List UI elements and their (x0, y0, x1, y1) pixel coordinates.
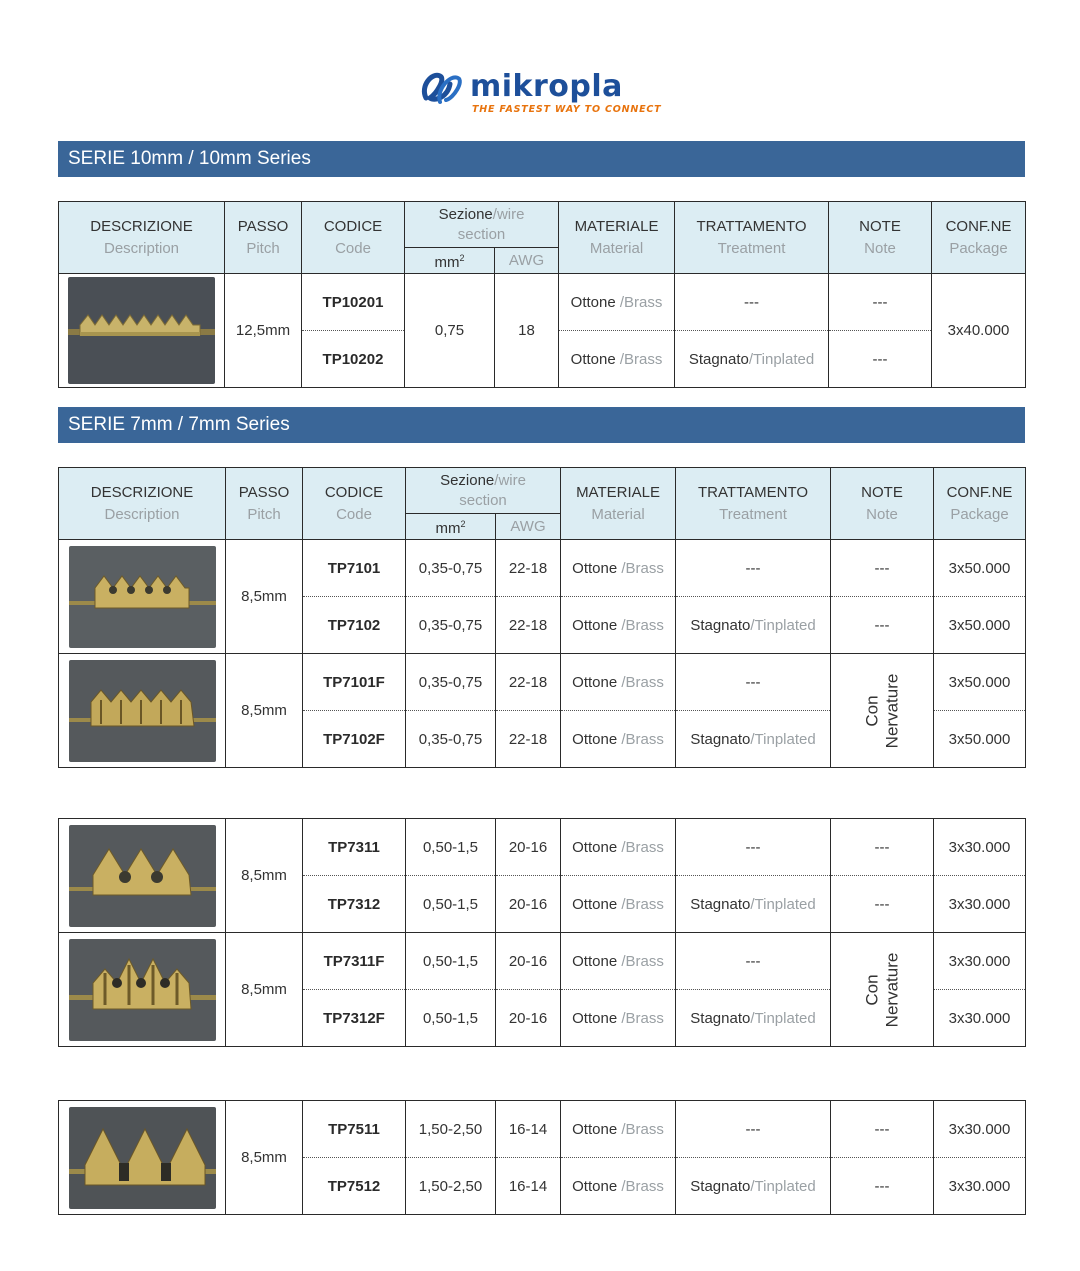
section-mm2: 1,50-2,50 (406, 1158, 496, 1215)
note-con-nervature: Con Nervature (831, 933, 934, 1047)
section-awg: 20-16 (496, 933, 561, 990)
section-mm2: 0,35-0,75 (406, 540, 496, 597)
material-value: Ottone /Brass (561, 540, 676, 597)
header-pitch: PASSO Pitch (226, 468, 303, 540)
product-code: TP7102 (303, 597, 406, 654)
note-value: --- (831, 819, 934, 876)
product-code: TP10202 (302, 331, 405, 388)
header-description: DESCRIZIONE Description (59, 202, 225, 274)
product-code: TP10201 (302, 274, 405, 331)
series-7mm-table-a (58, 467, 1026, 768)
product-code: TP7102F (303, 711, 406, 768)
logo-mark-icon (418, 68, 466, 112)
treatment-value: Stagnato/Tinplated (676, 990, 831, 1047)
package-value: 3x30.000 (934, 819, 1026, 876)
package-value: 3x30.000 (934, 990, 1026, 1047)
section-awg: 22-18 (496, 711, 561, 768)
section-awg: 22-18 (496, 654, 561, 711)
section-mm2: 0,50-1,5 (406, 876, 496, 933)
product-code: TP7311F (303, 933, 406, 990)
header-treatment: TRATTAMENTO Treatment (676, 468, 831, 540)
product-code: TP7512 (303, 1158, 406, 1215)
package-value: 3x40.000 (932, 274, 1026, 388)
section-awg: 20-16 (496, 990, 561, 1047)
treatment-value: Stagnato/Tinplated (676, 597, 831, 654)
material-value: Ottone /Brass (561, 597, 676, 654)
crimp-terminal-photo-icon (69, 1107, 216, 1209)
product-code: TP7312 (303, 876, 406, 933)
note-value: --- (831, 1158, 934, 1215)
treatment-value: Stagnato/Tinplated (676, 711, 831, 768)
product-photo (59, 274, 225, 388)
product-code: TP7311 (303, 819, 406, 876)
section-awg: 20-16 (496, 819, 561, 876)
material-value: Ottone /Brass (561, 654, 676, 711)
header-material: MATERIALE Material (561, 468, 676, 540)
material-value: Ottone /Brass (561, 819, 676, 876)
section-mm2: 0,35-0,75 (406, 711, 496, 768)
section-mm2: 0,35-0,75 (406, 654, 496, 711)
section-awg: 16-14 (496, 1158, 561, 1215)
header-description: DESCRIZIONE Description (59, 468, 226, 540)
product-photo (59, 540, 226, 654)
pitch-value: 8,5mm (226, 933, 303, 1047)
pitch-value: 8,5mm (226, 1101, 303, 1215)
series-7mm-table-b (58, 818, 1026, 1047)
package-value: 3x30.000 (934, 1101, 1026, 1158)
header-mm2: $mm^2$ (406, 514, 496, 540)
material-value: Ottone /Brass (559, 331, 675, 388)
package-value: 3x50.000 (934, 597, 1026, 654)
crimp-terminal-photo-icon (69, 825, 216, 927)
header-awg: AWG (496, 514, 561, 540)
header-package: CONF.NE Package (932, 202, 1026, 274)
note-value: --- (829, 274, 932, 331)
package-value: 3x50.000 (934, 711, 1026, 768)
product-code: TP7312F (303, 990, 406, 1047)
header-treatment: TRATTAMENTO Treatment (675, 202, 829, 274)
series-10mm-title: SERIE 10mm / 10mm Series (58, 141, 1025, 177)
brand-name: mikropla (470, 69, 623, 104)
treatment-value: Stagnato/Tinplated (676, 1158, 831, 1215)
package-value: 3x50.000 (934, 654, 1026, 711)
header-wire-section: Sezione/wire section (406, 468, 561, 514)
crimp-terminal-photo-icon (69, 939, 216, 1041)
treatment-value: --- (676, 1101, 831, 1158)
note-value: --- (829, 331, 932, 388)
note-value: --- (831, 597, 934, 654)
crimp-terminal-photo-icon (69, 546, 216, 648)
header-mm2: $mm^2$ (405, 248, 495, 274)
package-value: 3x30.000 (934, 933, 1026, 990)
note-value: --- (831, 876, 934, 933)
note-value: --- (831, 540, 934, 597)
product-code: TP7101 (303, 540, 406, 597)
header-pitch: PASSO Pitch (225, 202, 302, 274)
treatment-value: --- (676, 654, 831, 711)
material-value: Ottone /Brass (561, 711, 676, 768)
note-con-nervature: Con Nervature (831, 654, 934, 768)
material-value: Ottone /Brass (561, 1158, 676, 1215)
header-package: CONF.NE Package (934, 468, 1026, 540)
section-mm2: 0,75 (405, 274, 495, 388)
section-awg: 18 (495, 274, 559, 388)
product-photo (59, 1101, 226, 1215)
treatment-value: Stagnato/Tinplated (676, 876, 831, 933)
header-note: NOTE Note (829, 202, 932, 274)
treatment-value: --- (676, 933, 831, 990)
section-awg: 22-18 (496, 597, 561, 654)
section-mm2: 0,50-1,5 (406, 933, 496, 990)
section-awg: 20-16 (496, 876, 561, 933)
section-awg: 22-18 (496, 540, 561, 597)
product-code: TP7511 (303, 1101, 406, 1158)
material-value: Ottone /Brass (561, 933, 676, 990)
brand-tagline: THE FASTEST WAY TO CONNECT (472, 104, 662, 115)
material-value: Ottone /Brass (559, 274, 675, 331)
series-10mm-table (58, 201, 1026, 388)
package-value: 3x30.000 (934, 876, 1026, 933)
material-value: Ottone /Brass (561, 990, 676, 1047)
product-photo (59, 654, 226, 768)
pitch-value: 8,5mm (226, 819, 303, 933)
header-wire-section: Sezione/wire section (405, 202, 559, 248)
note-value: --- (831, 1101, 934, 1158)
section-mm2: 1,50-2,50 (406, 1101, 496, 1158)
pitch-value: 12,5mm (225, 274, 302, 388)
section-awg: 16-14 (496, 1101, 561, 1158)
package-value: 3x50.000 (934, 540, 1026, 597)
header-code: CODICE Code (303, 468, 406, 540)
header-awg: AWG (495, 248, 559, 274)
treatment-value: --- (675, 274, 829, 331)
package-value: 3x30.000 (934, 1158, 1026, 1215)
brand-logo (418, 66, 662, 122)
header-code: CODICE Code (302, 202, 405, 274)
pitch-value: 8,5mm (226, 654, 303, 768)
product-photo (59, 819, 226, 933)
crimp-terminal-photo-icon (68, 277, 215, 384)
section-mm2: 0,50-1,5 (406, 990, 496, 1047)
series-7mm-title: SERIE 7mm / 7mm Series (58, 407, 1025, 443)
treatment-value: --- (676, 540, 831, 597)
pitch-value: 8,5mm (226, 540, 303, 654)
header-material: MATERIALE Material (559, 202, 675, 274)
product-code: TP7101F (303, 654, 406, 711)
crimp-terminal-photo-icon (69, 660, 216, 762)
header-note: NOTE Note (831, 468, 934, 540)
treatment-value: Stagnato/Tinplated (675, 331, 829, 388)
material-value: Ottone /Brass (561, 1101, 676, 1158)
section-mm2: 0,35-0,75 (406, 597, 496, 654)
product-photo (59, 933, 226, 1047)
series-7mm-table-c (58, 1100, 1026, 1215)
treatment-value: --- (676, 819, 831, 876)
section-mm2: 0,50-1,5 (406, 819, 496, 876)
material-value: Ottone /Brass (561, 876, 676, 933)
